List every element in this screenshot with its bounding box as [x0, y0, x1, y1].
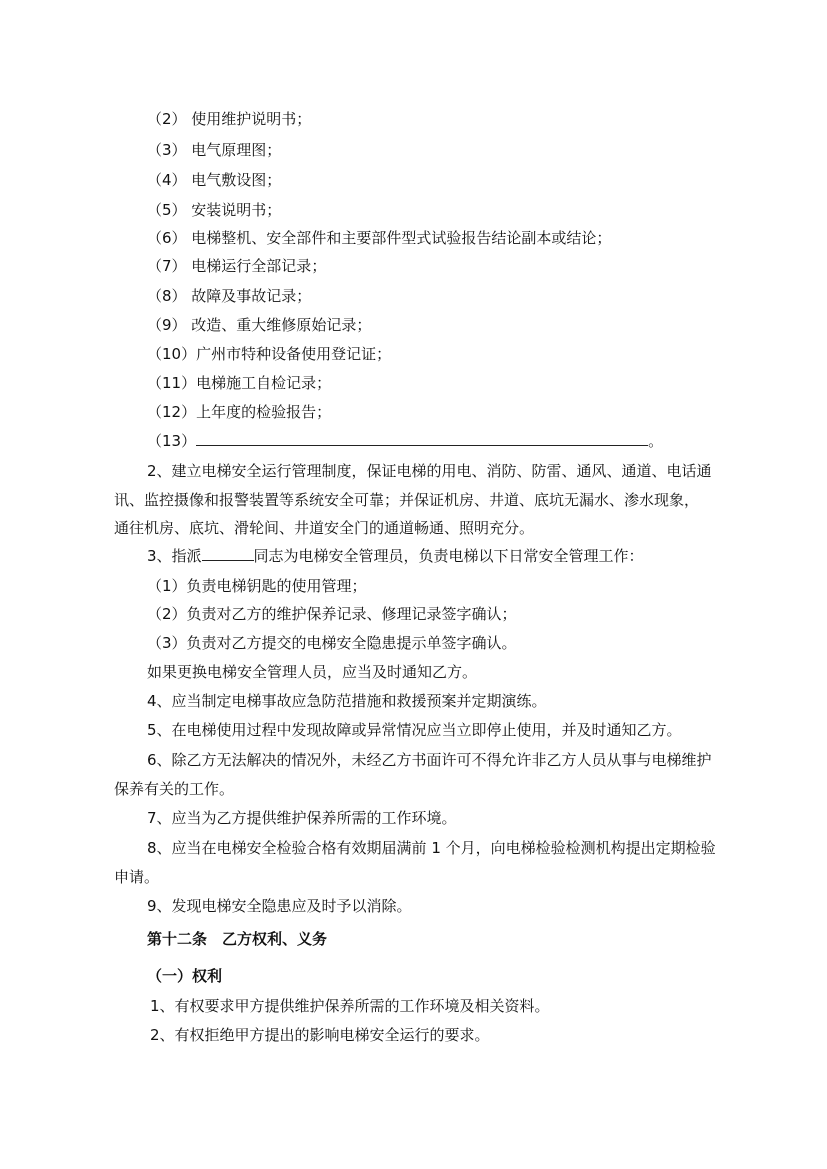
doc-item-6: （6） 电梯整机、安全部件和主要部件型式试验报告结论副本或结论； [147, 229, 612, 247]
clause-6-line-2: 保养有关的工作。 [114, 780, 235, 798]
rights-item-1: 1、有权要求甲方提供维护保养所需的工作环境及相关资料。 [150, 997, 550, 1015]
clause-2-line-1: 2、建立电梯安全运行管理制度，保证电梯的用电、消防、防雷、通风、通道、电话通 [147, 462, 712, 480]
doc-item-11: （11）电梯施工自检记录； [147, 374, 332, 392]
clause-2-line-2: 讯、监控摄像和报警装置等系统安全可靠；并保证机房、井道、底坑无漏水、渗水现象， [114, 491, 700, 509]
doc-item-9: （9） 改造、重大维修原始记录； [147, 316, 372, 334]
clause-3-note: 如果更换电梯安全管理人员，应当及时通知乙方。 [147, 663, 478, 681]
clause-3-item-3: （3）负责对乙方提交的电梯安全隐患提示单签字确认。 [147, 634, 517, 652]
clause-5: 5、在电梯使用过程中发现故障或异常情况应当立即停止使用，并及时通知乙方。 [147, 721, 682, 739]
doc-item-8: （8） 故障及事故记录； [147, 287, 312, 305]
doc-item-7: （7） 电梯运行全部记录； [147, 257, 327, 275]
clause-4: 4、应当制定电梯事故应急防范措施和救援预案并定期演练。 [147, 692, 547, 710]
clause-3-item-2: （2）负责对乙方的维护保养记录、修理记录签字确认； [147, 605, 517, 623]
clause-2-line-3: 通往机房、底坑、滑轮间、井道安全门的通道畅通、照明充分。 [114, 519, 535, 537]
clause-8-line-2: 申请。 [114, 868, 160, 886]
clause-3-suffix: 同志为电梯安全管理员，负责电梯以下日常安全管理工作： [253, 547, 644, 565]
clause-3 [147, 546, 644, 566]
doc-item-5: （5） 安装说明书； [147, 201, 282, 219]
doc-item-2: （2） 使用维护说明书； [147, 110, 312, 128]
rights-item-2: 2、有权拒绝甲方提出的影响电梯安全运行的要求。 [150, 1026, 490, 1044]
doc-item-4: （4） 电气敷设图； [147, 171, 282, 189]
clause-6-line-1: 6、除乙方无法解决的情况外，未经乙方书面许可不得允许非乙方人员从事与电梯维护 [147, 751, 712, 769]
article-12-heading: 第十二条 乙方权利、义务 [147, 930, 328, 948]
doc-item-12: （12）上年度的检验报告； [147, 403, 332, 421]
clause-7: 7、应当为乙方提供维护保养所需的工作环境。 [147, 809, 457, 827]
clause-3-item-1: （1）负责电梯钥匙的使用管理； [147, 577, 367, 595]
rights-heading: （一）权利 [147, 967, 223, 985]
doc-item-13 [147, 431, 663, 451]
clause-9: 9、发现电梯安全隐患应及时予以消除。 [147, 897, 412, 915]
doc-item-10: （10）广州市特种设备使用登记证； [147, 345, 392, 363]
clause-3-prefix: 3、指派 [147, 547, 202, 565]
blank-line [196, 432, 648, 446]
doc-item-13-end: 。 [648, 432, 664, 450]
doc-item-13-label: （13） [147, 432, 197, 450]
doc-item-3: （3） 电气原理图； [147, 141, 282, 159]
clause-8-line-1: 8、应当在电梯安全检验合格有效期届满前 1 个月，向电梯检验检测机构提出定期检验 [147, 839, 716, 857]
blank-line [202, 547, 254, 561]
